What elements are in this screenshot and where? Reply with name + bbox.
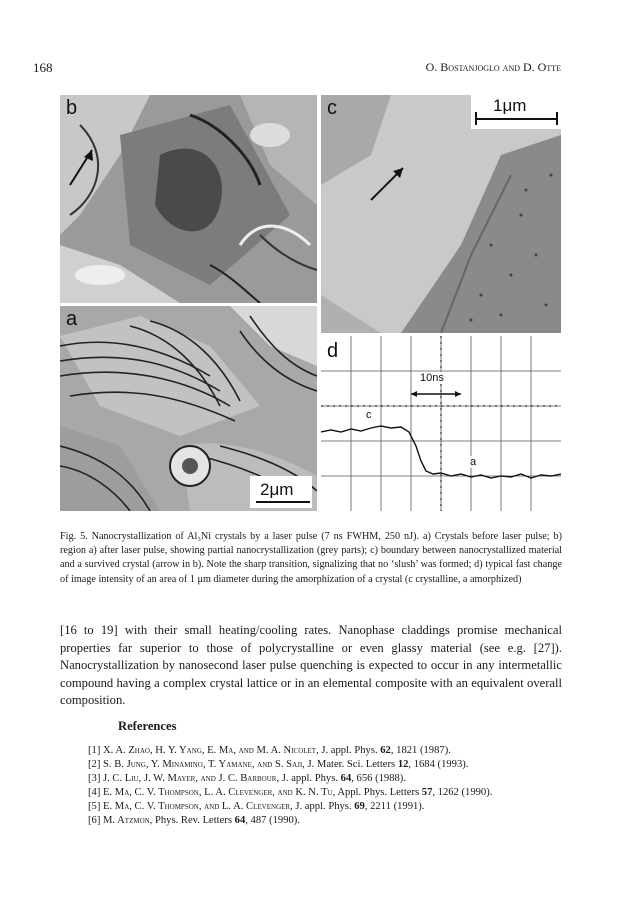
reference-volume: 57 [421,786,433,798]
reference-pages: , 656 (1988). [351,772,406,784]
body-paragraph: [16 to 19] with their small heating/cooling rates. Nanophase claddings promise mechanical properties far superior to those of polycrystalline or even glassy material (see e.g. [27]). Nanocrystallization by nanosecond laser pulse quenching is expected to occur in any intermetallic compound having a complex crystal lattice or in an elemental composite with an equivalent overall composition. [60,623,562,708]
scale-bar-label-2um: 2μm [260,480,294,499]
trace-label-amorphized: a [470,456,477,468]
reference-authors: E. Ma, C. V. Thompson, L. A. Clevenger, and K. N. Tu, [103,786,336,798]
panel-label-a: a [66,308,78,330]
reference-item [88,758,548,772]
reference-journal: J. Mater. Sci. Letters [304,758,398,770]
reference-journal: J. appl. Phys. [292,800,355,812]
reference-authors: M. Atzmon, [103,814,153,826]
reference-volume: 69 [354,800,365,812]
reference-item [88,772,548,786]
trace-label-crystalline: c [366,409,372,421]
reference-volume: 64 [340,772,352,784]
panel-label-d: d [327,340,339,362]
reference-authors: X. A. Zhao, H. Y. Yang, E. Ma, and M. A. Nicolet, [103,745,319,756]
reference-authors: J. C. Liu, J. W. Mayer, and J. C. Barbour, [103,772,280,784]
reference-pages: , 487 (1990). [245,814,300,826]
scale-bar-label-1um: 1μm [493,96,527,115]
reference-volume: 64 [234,814,246,826]
reference-pages: , 1684 (1993). [408,758,469,770]
reference-journal: J. appl. Phys. [318,745,381,756]
references-list [88,744,548,827]
reference-item [88,744,548,758]
page-number: 168 [33,60,53,75]
running-head-authors: O. Bostanjoglo and D. Otte [425,60,561,74]
reference-volume: 62 [380,745,391,756]
micrograph-panel-c [321,95,561,333]
reference-number: [4] [88,786,101,798]
reference-volume: 12 [397,758,409,770]
figure-caption: Fig. 5. Nanocrystallization of Al₃Ni crystals by a laser pulse (7 ns FWHM, 250 nJ). a) Crystals before laser pulse; b) region a) after laser pulse, showing partial nanocrystallization (grey parts); c) boundary between nanocrystallized material and a survived crystal (arrow in b). Note the sharp transition, signalizing that no ‘slush’ was formed; d) typical fast change of image intensity of an area of 1 μm diameter during the amorphization of a crystal (c crystalline, a amorphized) [60,531,562,585]
references-heading: References [118,719,177,733]
reference-pages: , 1821 (1987). [390,745,451,756]
micrograph-panel-a [60,306,317,511]
reference-pages: , 1262 (1990). [432,786,493,798]
reference-authors: S. B. Jung, Y. Minamino, T. Yamane, and S. Saji, [103,758,305,770]
time-marker-label: 10ns [420,372,444,384]
reference-item [88,814,548,828]
reference-number: [6] [88,814,101,826]
panel-label-b: b [66,97,78,119]
reference-journal: J. appl. Phys. [279,772,341,784]
micrograph-panel-b [60,95,317,303]
reference-authors: E. Ma, C. V. Thompson, and L. A. Clevenger, [103,800,293,812]
reference-item [88,800,548,814]
reference-item [88,786,548,800]
reference-number: [3] [88,772,101,784]
reference-journal: Appl. Phys. Letters [335,786,422,798]
reference-number: [2] [88,758,101,770]
reference-journal: Phys. Rev. Letters [152,814,235,826]
reference-number: [5] [88,800,101,812]
panel-label-c: c [327,97,337,119]
intensity-trace-panel-d [321,336,561,511]
reference-pages: , 2211 (1991). [364,800,425,812]
reference-number: [1] [88,745,101,756]
